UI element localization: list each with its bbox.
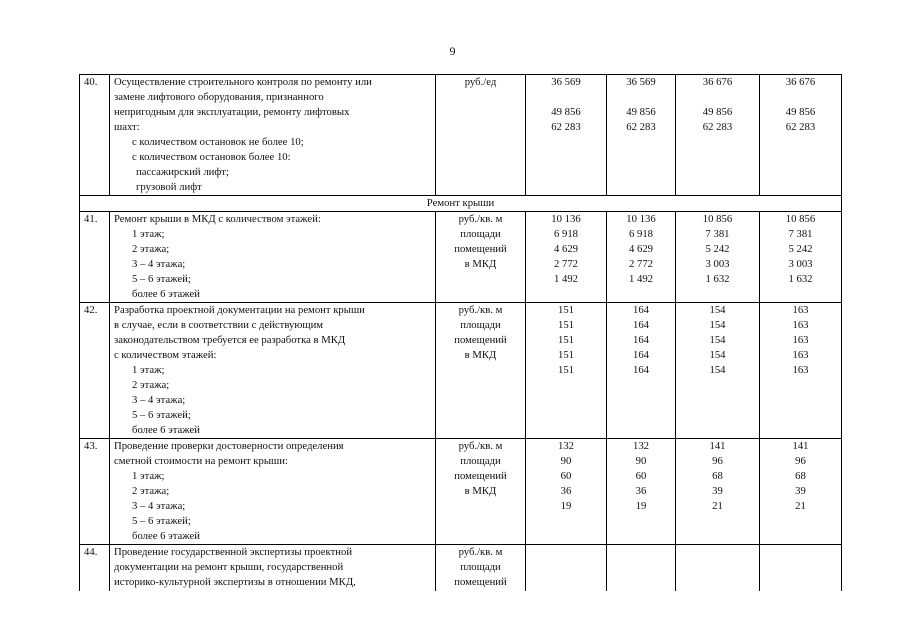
value-cell: 163 163 163 163 163 bbox=[760, 303, 842, 439]
row-number: 42. bbox=[80, 303, 110, 439]
value-cell: 132 90 60 36 19 bbox=[607, 439, 676, 545]
value-cell: 10 136 6 918 4 629 2 772 1 492 bbox=[607, 212, 676, 303]
row-description: Осуществление строительного контроля по ремонту или замене лифтового оборудования, признанного непригодным для эксплуатации, ремонту лифтовых шахт: с количеством остановок не более 10; с количеством остановок более 10: пассажирский лифт; грузовой лифт bbox=[110, 75, 436, 196]
row-unit: руб./кв. м площади помещений в МКД bbox=[436, 439, 526, 545]
value-cell: 154 154 154 154 154 bbox=[676, 303, 760, 439]
table-row bbox=[80, 303, 842, 439]
value-cell: 164 164 164 164 164 bbox=[607, 303, 676, 439]
value-cell: 132 90 60 36 19 bbox=[526, 439, 607, 545]
value-cell: 141 96 68 39 21 bbox=[676, 439, 760, 545]
table-row bbox=[80, 439, 842, 545]
row-description: Ремонт крыши в МКД с количеством этажей: 1 этаж; 2 этажа; 3 – 4 этажа; 5 – 6 этажей; более 6 этажей bbox=[110, 212, 436, 303]
value-cell bbox=[760, 545, 842, 591]
row-unit: руб./кв. м площади помещений в МКД bbox=[436, 212, 526, 303]
value-cell: 10 136 6 918 4 629 2 772 1 492 bbox=[526, 212, 607, 303]
value-cell bbox=[526, 545, 607, 591]
row-unit: руб./кв. м площади помещений в МКД bbox=[436, 303, 526, 439]
row-number: 44. bbox=[80, 545, 110, 591]
table-row bbox=[80, 212, 842, 303]
row-unit: руб./кв. м площади помещений bbox=[436, 545, 526, 591]
tariff-table bbox=[79, 74, 842, 591]
value-cell: 151 151 151 151 151 bbox=[526, 303, 607, 439]
row-description: Проведение проверки достоверности определения сметной стоимости на ремонт крыши: 1 этаж; 2 этажа; 3 – 4 этажа; 5 – 6 этажей; более 6 этажей bbox=[110, 439, 436, 545]
value-cell: 10 856 7 381 5 242 3 003 1 632 bbox=[676, 212, 760, 303]
row-description: Проведение государственной экспертизы проектной документации на ремонт крыши, государственной историко-культурной экспертизы в отношении МКД, bbox=[110, 545, 436, 591]
page-number: 9 bbox=[449, 44, 456, 58]
value-cell: 141 96 68 39 21 bbox=[760, 439, 842, 545]
section-title: Ремонт крыши bbox=[80, 196, 842, 212]
value-cell bbox=[607, 545, 676, 591]
row-number: 40. bbox=[80, 75, 110, 196]
row-description: Разработка проектной документации на ремонт крыши в случае, если в соответствии с действующим законодательством требуется ее разработка в МКД с количеством этажей: 1 этаж; 2 этажа; 3 – 4 этажа; 5 – 6 этажей; более 6 этажей bbox=[110, 303, 436, 439]
value-cell: 36 676 49 856 62 283 bbox=[676, 75, 760, 196]
table-row bbox=[80, 545, 842, 591]
section-header-row bbox=[80, 196, 842, 212]
value-cell: 36 569 49 856 62 283 bbox=[607, 75, 676, 196]
row-unit: руб./ед bbox=[436, 75, 526, 196]
table-row bbox=[80, 75, 842, 196]
row-number: 43. bbox=[80, 439, 110, 545]
value-cell: 10 856 7 381 5 242 3 003 1 632 bbox=[760, 212, 842, 303]
value-cell bbox=[676, 545, 760, 591]
value-cell: 36 676 49 856 62 283 bbox=[760, 75, 842, 196]
value-cell: 36 569 49 856 62 283 bbox=[526, 75, 607, 196]
row-number: 41. bbox=[80, 212, 110, 303]
